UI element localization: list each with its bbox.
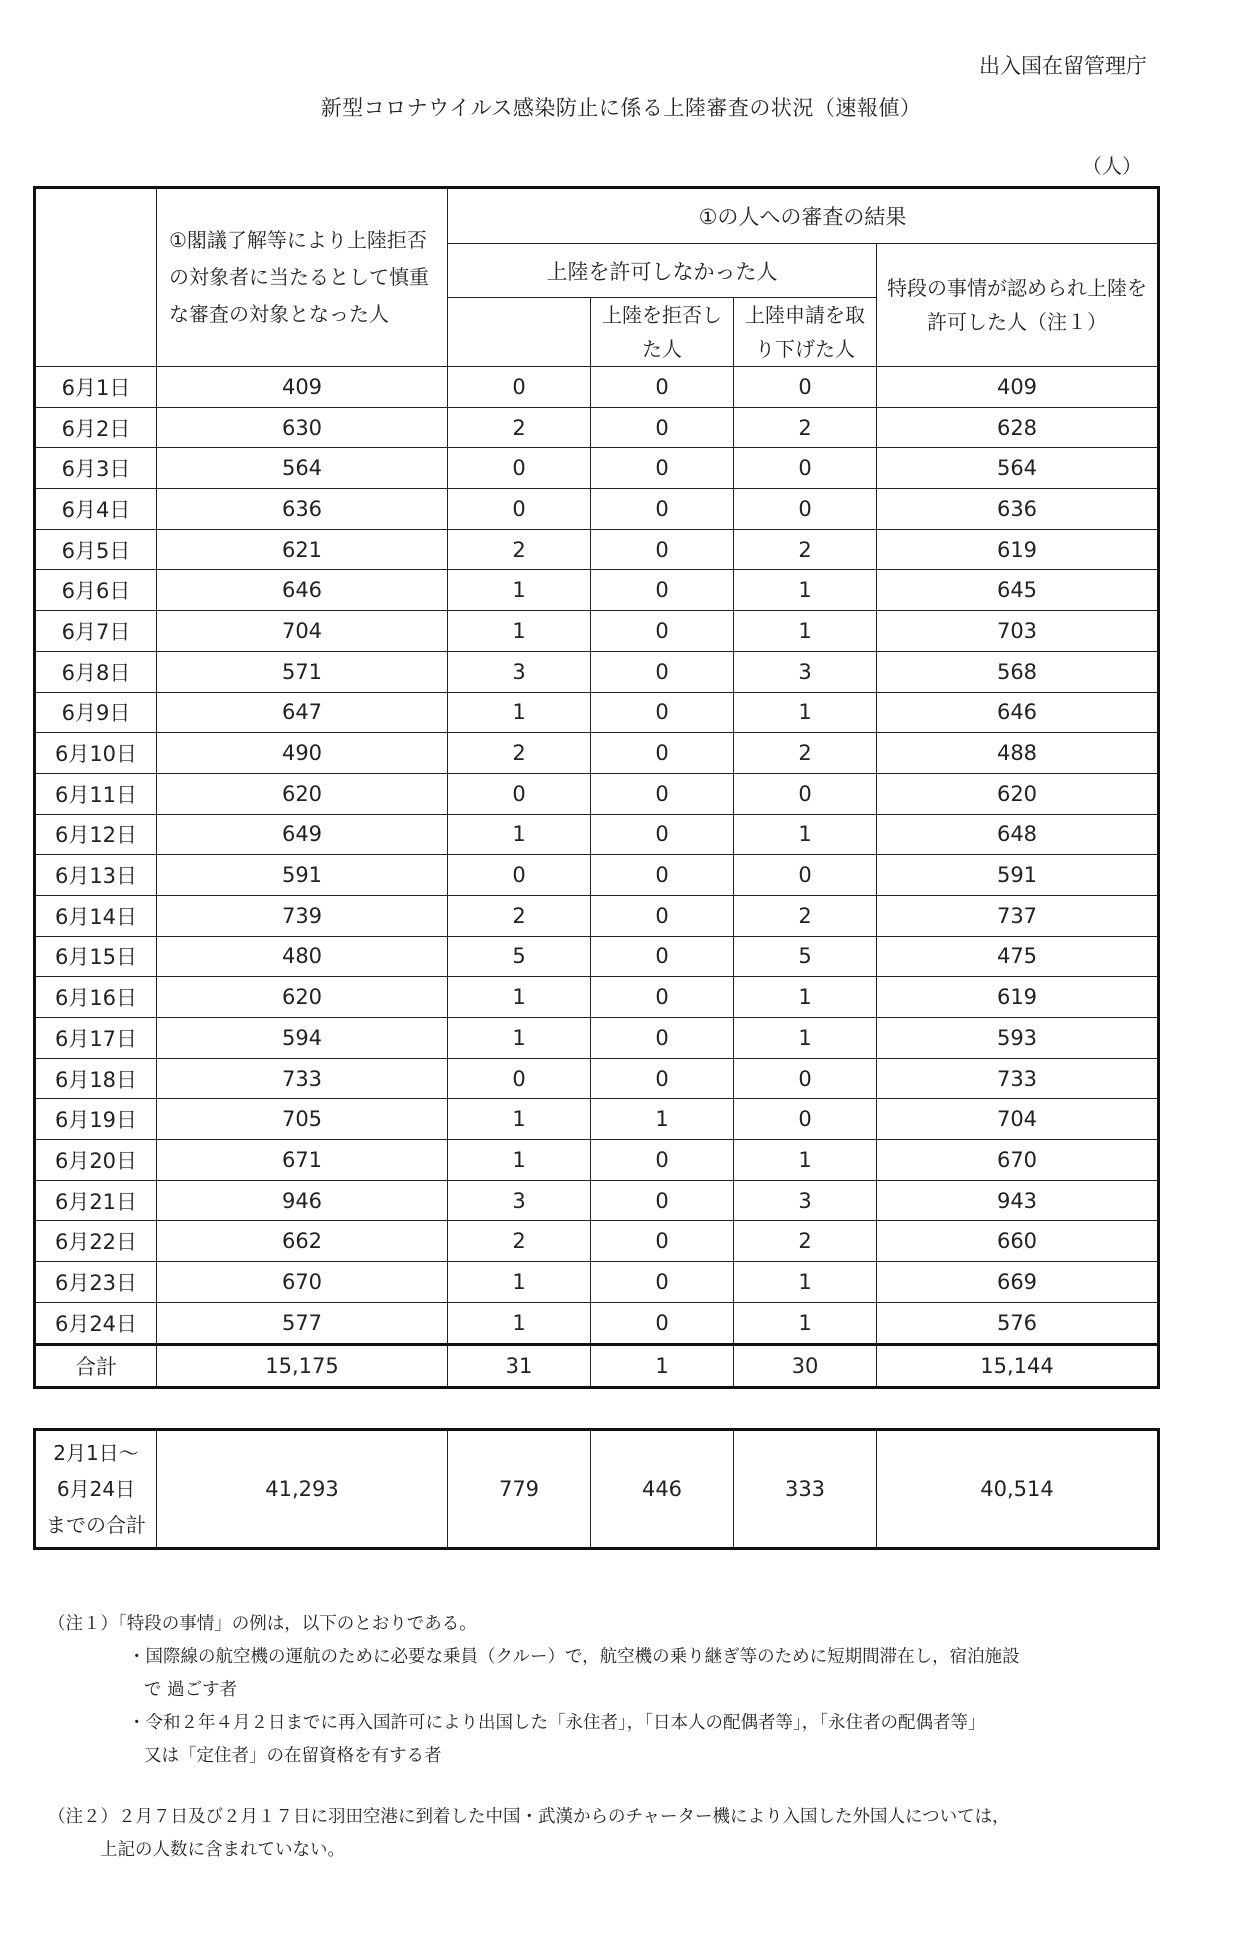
total-label: 合計 xyxy=(35,1344,157,1387)
row-refused: 0 xyxy=(591,611,734,652)
row-withdrawn: 1 xyxy=(734,977,877,1018)
row-date: 6月11日 xyxy=(35,773,157,814)
table-row xyxy=(35,814,1159,855)
row-subject: 409 xyxy=(157,367,448,408)
row-refused: 0 xyxy=(591,1058,734,1099)
row-date: 6月22日 xyxy=(35,1221,157,1262)
row-not-permitted: 1 xyxy=(448,611,591,652)
row-date: 6月7日 xyxy=(35,611,157,652)
row-withdrawn: 2 xyxy=(734,1221,877,1262)
row-refused: 0 xyxy=(591,448,734,489)
row-date: 6月13日 xyxy=(35,855,157,896)
row-withdrawn: 5 xyxy=(734,936,877,977)
row-refused: 0 xyxy=(591,651,734,692)
note2-line2: 上記の人数に含まれていない。 xyxy=(100,1840,345,1860)
row-not-permitted: 5 xyxy=(448,936,591,977)
row-subject: 671 xyxy=(157,1140,448,1181)
row-date: 6月18日 xyxy=(35,1058,157,1099)
row-permitted: 733 xyxy=(877,1058,1159,1099)
row-refused: 0 xyxy=(591,692,734,733)
table-row xyxy=(35,1018,1159,1059)
row-permitted: 943 xyxy=(877,1180,1159,1221)
row-permitted: 488 xyxy=(877,733,1159,774)
table-row xyxy=(35,448,1159,489)
row-date: 6月14日 xyxy=(35,895,157,936)
header-subject: ①閣議了解等により上陸拒否の対象者に当たるとして慎重な審査の対象となった人 xyxy=(157,188,448,367)
row-date: 6月4日 xyxy=(35,489,157,530)
row-permitted: 591 xyxy=(877,855,1159,896)
row-not-permitted: 2 xyxy=(448,895,591,936)
row-permitted: 628 xyxy=(877,407,1159,448)
header-special-permit: 特段の事情が認められ上陸を許可した人（注１） xyxy=(877,244,1159,367)
row-permitted: 703 xyxy=(877,611,1159,652)
row-subject: 646 xyxy=(157,570,448,611)
row-date: 6月9日 xyxy=(35,692,157,733)
row-not-permitted: 1 xyxy=(448,1140,591,1181)
header-results: ①の人への審査の結果 xyxy=(448,188,1159,244)
row-subject: 594 xyxy=(157,1018,448,1059)
row-withdrawn: 2 xyxy=(734,733,877,774)
row-not-permitted: 0 xyxy=(448,448,591,489)
row-date: 6月1日 xyxy=(35,367,157,408)
row-refused: 0 xyxy=(591,895,734,936)
row-not-permitted: 1 xyxy=(448,1262,591,1303)
table-row xyxy=(35,570,1159,611)
row-date: 6月10日 xyxy=(35,733,157,774)
row-withdrawn: 1 xyxy=(734,611,877,652)
row-date: 6月17日 xyxy=(35,1018,157,1059)
row-subject: 670 xyxy=(157,1262,448,1303)
row-permitted: 564 xyxy=(877,448,1159,489)
row-withdrawn: 2 xyxy=(734,529,877,570)
row-not-permitted: 0 xyxy=(448,773,591,814)
row-permitted: 670 xyxy=(877,1140,1159,1181)
row-withdrawn: 0 xyxy=(734,367,877,408)
table-row xyxy=(35,529,1159,570)
row-date: 6月5日 xyxy=(35,529,157,570)
row-not-permitted: 2 xyxy=(448,1221,591,1262)
total-withdrawn: 30 xyxy=(734,1344,877,1387)
row-permitted: 636 xyxy=(877,489,1159,530)
row-subject: 620 xyxy=(157,773,448,814)
row-subject: 739 xyxy=(157,895,448,936)
cumulative-subject: 41,293 xyxy=(157,1430,448,1549)
row-not-permitted: 1 xyxy=(448,977,591,1018)
table-row xyxy=(35,936,1159,977)
row-not-permitted: 2 xyxy=(448,407,591,448)
row-not-permitted: 0 xyxy=(448,855,591,896)
row-withdrawn: 2 xyxy=(734,407,877,448)
row-subject: 946 xyxy=(157,1180,448,1221)
header-withdrawn: 上陸申請を取り下げた人 xyxy=(734,298,877,367)
table-row xyxy=(35,1099,1159,1140)
row-not-permitted: 3 xyxy=(448,1180,591,1221)
table-row xyxy=(35,1058,1159,1099)
row-permitted: 619 xyxy=(877,977,1159,1018)
table-row xyxy=(35,1180,1159,1221)
row-not-permitted: 1 xyxy=(448,814,591,855)
row-withdrawn: 2 xyxy=(734,895,877,936)
row-refused: 0 xyxy=(591,1140,734,1181)
cumulative-label-line1: 2月1日～ xyxy=(53,1441,139,1465)
note1-item2-line1: ・令和２年４月２日までに再入国許可により出国した「永住者」，「日本人の配偶者等」，「永住者の配偶者等」 xyxy=(128,1713,986,1733)
cumulative-label-line3: までの合計 xyxy=(46,1513,146,1537)
row-withdrawn: 0 xyxy=(734,773,877,814)
table-row xyxy=(35,407,1159,448)
total-refused: 1 xyxy=(591,1344,734,1387)
row-permitted: 669 xyxy=(877,1262,1159,1303)
row-permitted: 619 xyxy=(877,529,1159,570)
table-row xyxy=(35,651,1159,692)
table-row xyxy=(35,489,1159,530)
note1-item1-line2: で 過ごす者 xyxy=(144,1680,238,1700)
row-refused: 0 xyxy=(591,407,734,448)
row-not-permitted: 2 xyxy=(448,733,591,774)
note1-heading: （注１）「特段の事情」の例は，以下のとおりである。 xyxy=(48,1614,477,1634)
agency-name: 出入国在留管理庁 xyxy=(979,54,1147,78)
note1-item2-line2: 又は「定住者」の在留資格を有する者 xyxy=(144,1746,442,1766)
row-permitted: 593 xyxy=(877,1018,1159,1059)
row-date: 6月19日 xyxy=(35,1099,157,1140)
row-withdrawn: 0 xyxy=(734,855,877,896)
row-refused: 0 xyxy=(591,855,734,896)
row-withdrawn: 3 xyxy=(734,1180,877,1221)
row-refused: 0 xyxy=(591,1180,734,1221)
row-not-permitted: 3 xyxy=(448,651,591,692)
row-refused: 0 xyxy=(591,1302,734,1344)
cumulative-refused: 446 xyxy=(591,1430,734,1549)
table-row xyxy=(35,855,1159,896)
row-not-permitted: 1 xyxy=(448,692,591,733)
row-not-permitted: 0 xyxy=(448,367,591,408)
row-refused: 0 xyxy=(591,1262,734,1303)
row-withdrawn: 1 xyxy=(734,814,877,855)
row-not-permitted: 1 xyxy=(448,570,591,611)
table-row xyxy=(35,1262,1159,1303)
table-row xyxy=(35,611,1159,652)
total-row xyxy=(35,1344,1159,1387)
table-row xyxy=(35,895,1159,936)
page-title: 新型コロナウイルス感染防止に係る上陸審査の状況（速報値） xyxy=(320,96,922,120)
row-refused: 0 xyxy=(591,936,734,977)
row-withdrawn: 1 xyxy=(734,1302,877,1344)
row-refused: 0 xyxy=(591,489,734,530)
row-permitted: 648 xyxy=(877,814,1159,855)
note1-item1-line1: ・国際線の航空機の運航のために必要な乗員（クルー）で，航空機の乗り継ぎ等のために短期間滞在し，宿泊施設 xyxy=(128,1647,1020,1667)
row-permitted: 576 xyxy=(877,1302,1159,1344)
row-refused: 0 xyxy=(591,773,734,814)
row-not-permitted: 2 xyxy=(448,529,591,570)
row-subject: 636 xyxy=(157,489,448,530)
row-date: 6月15日 xyxy=(35,936,157,977)
table-row xyxy=(35,733,1159,774)
row-date: 6月16日 xyxy=(35,977,157,1018)
row-permitted: 645 xyxy=(877,570,1159,611)
row-permitted: 646 xyxy=(877,692,1159,733)
cumulative-label-line2: 6月24日 xyxy=(56,1477,136,1501)
total-subject: 15,175 xyxy=(157,1344,448,1387)
row-permitted: 704 xyxy=(877,1099,1159,1140)
table-row xyxy=(35,692,1159,733)
row-withdrawn: 0 xyxy=(734,1099,877,1140)
cumulative-permitted: 40,514 xyxy=(877,1430,1159,1549)
table-row xyxy=(35,367,1159,408)
row-not-permitted: 0 xyxy=(448,489,591,530)
cumulative-withdrawn: 333 xyxy=(734,1430,877,1549)
table-row xyxy=(35,1140,1159,1181)
row-subject: 662 xyxy=(157,1221,448,1262)
row-subject: 620 xyxy=(157,977,448,1018)
row-not-permitted: 0 xyxy=(448,1058,591,1099)
row-refused: 0 xyxy=(591,1221,734,1262)
cumulative-label xyxy=(35,1430,157,1549)
row-date: 6月2日 xyxy=(35,407,157,448)
row-date: 6月24日 xyxy=(35,1302,157,1344)
row-permitted: 409 xyxy=(877,367,1159,408)
row-date: 6月12日 xyxy=(35,814,157,855)
table-row xyxy=(35,1221,1159,1262)
daily-table xyxy=(33,186,1160,1389)
row-subject: 647 xyxy=(157,692,448,733)
row-subject: 705 xyxy=(157,1099,448,1140)
row-date: 6月23日 xyxy=(35,1262,157,1303)
row-permitted: 660 xyxy=(877,1221,1159,1262)
row-permitted: 737 xyxy=(877,895,1159,936)
header-sub-blank xyxy=(448,298,591,367)
row-date: 6月6日 xyxy=(35,570,157,611)
row-not-permitted: 1 xyxy=(448,1018,591,1059)
row-refused: 0 xyxy=(591,529,734,570)
row-permitted: 475 xyxy=(877,936,1159,977)
row-subject: 649 xyxy=(157,814,448,855)
row-subject: 621 xyxy=(157,529,448,570)
note2-line1: （注２）２月７日及び２月１７日に羽田空港に到着した中国・武漢からのチャーター機により入国した外国人については， xyxy=(48,1807,1010,1827)
row-date: 6月21日 xyxy=(35,1180,157,1221)
header-refused: 上陸を拒否した人 xyxy=(591,298,734,367)
row-withdrawn: 1 xyxy=(734,1140,877,1181)
unit-label: （人） xyxy=(1082,154,1142,178)
row-refused: 1 xyxy=(591,1099,734,1140)
header-not-permitted: 上陸を許可しなかった人 xyxy=(448,244,877,298)
row-subject: 571 xyxy=(157,651,448,692)
row-withdrawn: 1 xyxy=(734,1262,877,1303)
row-refused: 0 xyxy=(591,367,734,408)
notes xyxy=(48,1608,1168,1867)
row-subject: 704 xyxy=(157,611,448,652)
table-row xyxy=(35,977,1159,1018)
row-withdrawn: 0 xyxy=(734,489,877,530)
row-not-permitted: 1 xyxy=(448,1099,591,1140)
header-date-blank xyxy=(35,188,157,367)
row-not-permitted: 1 xyxy=(448,1302,591,1344)
table-row xyxy=(35,1302,1159,1344)
total-not-permitted: 31 xyxy=(448,1344,591,1387)
row-withdrawn: 0 xyxy=(734,1058,877,1099)
row-subject: 733 xyxy=(157,1058,448,1099)
row-refused: 0 xyxy=(591,977,734,1018)
row-withdrawn: 1 xyxy=(734,692,877,733)
row-refused: 0 xyxy=(591,733,734,774)
row-date: 6月20日 xyxy=(35,1140,157,1181)
row-subject: 630 xyxy=(157,407,448,448)
row-subject: 591 xyxy=(157,855,448,896)
row-withdrawn: 3 xyxy=(734,651,877,692)
row-permitted: 568 xyxy=(877,651,1159,692)
row-date: 6月8日 xyxy=(35,651,157,692)
row-subject: 480 xyxy=(157,936,448,977)
cumulative-not-permitted: 779 xyxy=(448,1430,591,1549)
row-permitted: 620 xyxy=(877,773,1159,814)
row-subject: 490 xyxy=(157,733,448,774)
row-withdrawn: 1 xyxy=(734,570,877,611)
row-refused: 0 xyxy=(591,814,734,855)
row-refused: 0 xyxy=(591,570,734,611)
row-refused: 0 xyxy=(591,1018,734,1059)
total-permitted: 15,144 xyxy=(877,1344,1159,1387)
row-date: 6月3日 xyxy=(35,448,157,489)
row-subject: 564 xyxy=(157,448,448,489)
table-row xyxy=(35,773,1159,814)
row-withdrawn: 1 xyxy=(734,1018,877,1059)
row-withdrawn: 0 xyxy=(734,448,877,489)
row-subject: 577 xyxy=(157,1302,448,1344)
cumulative-table xyxy=(33,1428,1160,1550)
